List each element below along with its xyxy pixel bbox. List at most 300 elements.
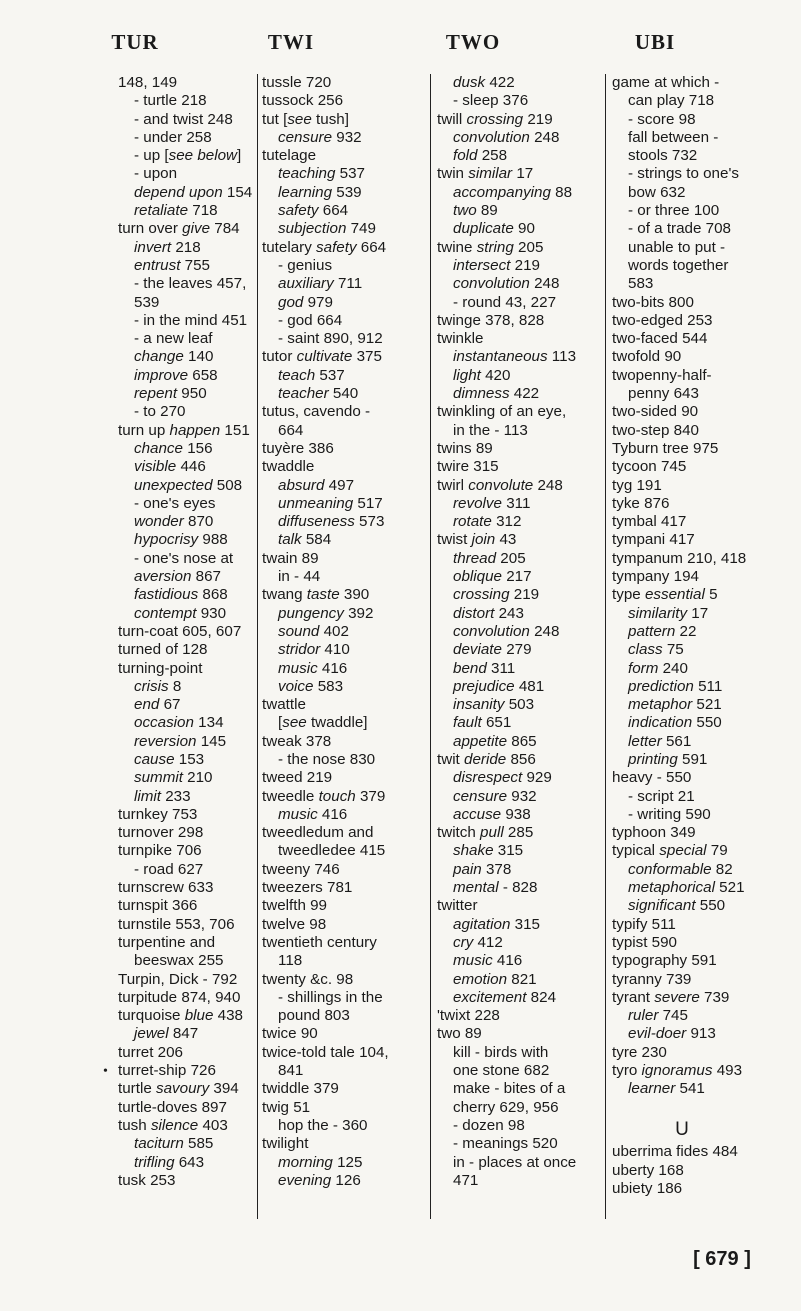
entry-term: tympanum 210, 418 [612, 549, 747, 567]
entry-term: Turpin, Dick - 792 [118, 970, 238, 988]
entry-category: censure [278, 128, 333, 146]
entry-term: tweak 378 [262, 732, 332, 750]
index-column-1 [118, 74, 283, 1190]
index-entry [612, 678, 777, 696]
entry-ref: 416 [492, 952, 523, 970]
index-entry [612, 733, 777, 751]
index-entry [118, 1154, 283, 1172]
entry-ref: 394 [209, 1080, 239, 1098]
entry-ref: 537 [315, 366, 345, 384]
entry-ref: 856 [506, 750, 536, 768]
entry-term: turnover 298 [118, 824, 204, 842]
entry-category: revolve [453, 494, 502, 512]
entry-ref: 784 [210, 220, 240, 238]
entry-category: ignoramus [641, 1062, 713, 1080]
index-entry [612, 74, 777, 92]
entry-term: twitter [437, 897, 478, 915]
entry-category: pattern [628, 622, 676, 640]
index-entry [437, 184, 602, 202]
index-entry [262, 1172, 427, 1190]
entry-term: tweedle [262, 787, 319, 805]
entry-category: metaphor [628, 696, 693, 714]
index-entry [437, 952, 602, 970]
index-entry [612, 1180, 777, 1198]
index-entry [118, 330, 283, 348]
index-entry [262, 788, 427, 806]
entry-category: fault [453, 714, 482, 732]
entry-category: convolution [453, 128, 530, 146]
entry-ref: 438 [213, 1007, 243, 1025]
index-entry [612, 806, 777, 824]
entry-ref: 422 [509, 385, 540, 403]
entry-ref: 285 [503, 824, 534, 842]
entry-term: two 89 [437, 1025, 482, 1043]
entry-category: see [282, 714, 307, 732]
index-entry [437, 934, 602, 952]
entry-term: twaddle [262, 458, 315, 476]
index-entry [262, 1025, 427, 1043]
entry-term: twit [437, 750, 465, 768]
index-entry [118, 1025, 283, 1043]
entry-ref: 378 [481, 860, 512, 878]
entry-category: retaliate [134, 202, 189, 220]
index-entry [612, 641, 777, 659]
entry-term: turpentine and [118, 933, 216, 951]
entry-category: music [278, 659, 318, 677]
index-entry [437, 842, 602, 860]
entry-term: - the nose 830 [278, 750, 376, 768]
index-entry [262, 294, 427, 312]
entry-ref: 392 [343, 604, 374, 622]
entry-category: instantaneous [453, 348, 548, 366]
entry-category: two [453, 202, 477, 220]
index-entry [262, 458, 427, 476]
entry-ref: 521 [692, 696, 722, 714]
entry-term: - or three 100 [628, 202, 720, 220]
entry-category: occasion [134, 714, 194, 732]
index-entry [118, 147, 283, 165]
index-entry [262, 1044, 427, 1062]
entry-category: form [628, 659, 659, 677]
index-entry [118, 733, 283, 751]
entry-category: special [659, 842, 707, 860]
index-entry [612, 824, 777, 842]
index-entry [437, 989, 602, 1007]
entry-ref: 315 [493, 842, 524, 860]
entry-category: string [476, 238, 514, 256]
entry-term: Tyburn tree 975 [612, 439, 719, 457]
index-entry [118, 275, 283, 293]
index-entry [118, 714, 283, 732]
entry-category: pain [453, 860, 482, 878]
column-rule-2 [430, 74, 431, 1219]
entry-term: 118 [278, 952, 303, 970]
entry-term: heavy - 550 [612, 769, 692, 787]
index-entry [262, 824, 427, 842]
index-entry [118, 184, 283, 202]
page-number: [ 679 ] [693, 1248, 751, 1270]
index-entry [612, 440, 777, 458]
index-entry [437, 1172, 602, 1190]
index-entry [437, 714, 602, 732]
index-entry [437, 202, 602, 220]
index-entry [612, 934, 777, 952]
index-entry [262, 660, 427, 678]
entry-ref: 390 [339, 586, 370, 604]
entry-ref: 248 [533, 476, 563, 494]
index-entry [612, 385, 777, 403]
entry-ref: 550 [695, 897, 726, 915]
entry-category: aversion [134, 568, 192, 586]
entry-ref: 79 [706, 842, 728, 860]
entry-ref: 279 [501, 641, 532, 659]
entry-category: emotion [453, 970, 508, 988]
entry-term: cherry 629, 956 [453, 1098, 559, 1116]
index-entry [118, 623, 283, 641]
index-column-3 [437, 74, 602, 1190]
index-entry [262, 934, 427, 952]
entry-category: join [471, 531, 496, 549]
index-entry [612, 220, 777, 238]
entry-category: evil-doer [628, 1025, 687, 1043]
entry-term: tweed 219 [262, 769, 333, 787]
entry-term: hop the - 360 [278, 1116, 368, 1134]
index-entry [612, 861, 777, 879]
entry-term: - strings to one's [628, 165, 739, 183]
entry-category: learner [628, 1080, 676, 1098]
index-entry [262, 733, 427, 751]
index-entry [612, 916, 777, 934]
entry-term: tympani 417 [612, 531, 695, 549]
entry-ref: 217 [501, 568, 532, 586]
index-entry [437, 330, 602, 348]
index-entry [262, 1062, 427, 1080]
index-entry [612, 623, 777, 641]
entry-ref: 585 [183, 1135, 214, 1153]
entry-ref: 481 [514, 677, 545, 695]
entry-term: twice-told tale 104, [262, 1043, 389, 1061]
entry-category: printing [628, 750, 678, 768]
entry-ref: 312 [491, 513, 522, 531]
index-entry [262, 916, 427, 934]
entry-category: ruler [628, 1007, 659, 1025]
index-entry [118, 312, 283, 330]
header-guide-word-2: TWI [267, 30, 315, 54]
entry-category: learning [278, 183, 333, 201]
entry-term: tutelage [262, 147, 317, 165]
entry-term: in the - 113 [453, 421, 528, 439]
entry-term: turnscrew 633 [118, 879, 214, 897]
entry-category: unexpected [134, 476, 213, 494]
entry-category: stridor [278, 641, 321, 659]
index-entry [612, 989, 777, 1007]
index-entry [437, 678, 602, 696]
entry-term: can play 718 [628, 92, 715, 110]
entry-category: crossing [466, 110, 524, 128]
entry-category: visible [134, 458, 177, 476]
index-entry [118, 165, 283, 183]
index-entry [262, 696, 427, 714]
index-entry [118, 916, 283, 934]
index-entry [612, 202, 777, 220]
entry-ref: 219 [523, 110, 553, 128]
entry-term: tutus, cavendo - [262, 403, 371, 421]
index-entry [437, 916, 602, 934]
index-entry [612, 550, 777, 568]
entry-term: penny 643 [628, 385, 699, 403]
entry-ref: 930 [196, 604, 227, 622]
entry-category: light [453, 366, 481, 384]
entry-category: sound [278, 622, 320, 640]
entry-ref: 658 [188, 366, 218, 384]
index-entry [262, 348, 427, 366]
index-entry [437, 879, 602, 897]
index-entry [612, 1162, 777, 1180]
entry-ref: 584 [301, 531, 332, 549]
entry-term: make - bites of a [453, 1080, 566, 1098]
index-entry [437, 806, 602, 824]
entry-term: 539 [134, 293, 160, 311]
entry-term: twiddle 379 [262, 1080, 339, 1098]
entry-ref: 711 [333, 275, 363, 293]
index-entry [437, 568, 602, 586]
index-entry [262, 769, 427, 787]
entry-term: - writing 590 [628, 805, 711, 823]
entry-term: 841 [278, 1062, 304, 1080]
entry-term: tyrant [612, 988, 655, 1006]
index-entry [437, 312, 602, 330]
entry-ref: 561 [661, 732, 692, 750]
entry-term: typography 591 [612, 952, 717, 970]
entry-category: repent [134, 385, 178, 403]
entry-ref: 75 [662, 641, 684, 659]
entry-term: tut [ [262, 110, 288, 128]
entry-ref: 422 [485, 74, 515, 91]
entry-ref: 865 [507, 732, 537, 750]
entry-category: similarity [628, 604, 688, 622]
index-entry [437, 294, 602, 312]
index-entry [118, 989, 283, 1007]
entry-ref: 416 [317, 659, 348, 677]
index-entry [612, 111, 777, 129]
index-entry [437, 788, 602, 806]
entry-ref: 88 [550, 183, 573, 201]
entry-term: - shillings in the [278, 988, 383, 1006]
entry-term: game at which - [612, 74, 720, 91]
entry-term: in - places at once [453, 1153, 577, 1171]
entry-term: tweedledee 415 [278, 842, 386, 860]
entry-term: tyg 191 [612, 476, 662, 494]
index-entry [262, 897, 427, 915]
entry-ref: 5 [704, 586, 718, 604]
header-guide-word-1: TUR [111, 30, 159, 54]
index-entry [437, 147, 602, 165]
index-entry [262, 312, 427, 330]
index-entry [612, 1025, 777, 1043]
index-entry [118, 788, 283, 806]
index-entry [437, 897, 602, 915]
entry-term: - under 258 [134, 128, 212, 146]
entry-ref: 511 [693, 677, 723, 695]
index-entry [437, 1117, 602, 1135]
index-entry [262, 550, 427, 568]
entry-category: limit [134, 787, 161, 805]
entry-ref: 43 [495, 531, 517, 549]
entry-term: turnstile 553, 706 [118, 915, 235, 933]
index-entry [437, 1044, 602, 1062]
index-entry [612, 477, 777, 495]
entry-term: tyre 230 [612, 1043, 667, 1061]
index-entry [118, 971, 283, 989]
index-entry [437, 92, 602, 110]
entry-category: diffuseness [278, 513, 355, 531]
entry-term: twirl [437, 476, 469, 494]
index-entry [262, 92, 427, 110]
entry-category: dimness [453, 385, 510, 403]
index-entry [612, 239, 777, 257]
entry-category: taciturn [134, 1135, 184, 1153]
entry-category: teach [278, 366, 316, 384]
index-entry [612, 147, 777, 165]
index-entry [612, 458, 777, 476]
entry-ref: 82 [711, 860, 733, 878]
index-entry [118, 1062, 283, 1080]
index-entry [612, 495, 777, 513]
entry-term: typical [612, 842, 660, 860]
index-entry [262, 513, 427, 531]
index-entry [437, 440, 602, 458]
entry-term: two-bits 800 [612, 293, 694, 311]
entry-category: essential [644, 586, 705, 604]
index-entry [612, 788, 777, 806]
index-entry [118, 367, 283, 385]
entry-term: tutor [262, 348, 297, 366]
index-entry [118, 477, 283, 495]
entry-term: tympany 194 [612, 568, 699, 586]
entry-ref: 240 [658, 659, 688, 677]
entry-term: 583 [628, 275, 654, 293]
entry-ref: 210 [182, 769, 213, 787]
entry-category: safety [278, 202, 319, 220]
index-entry [437, 385, 602, 403]
entry-category: hypocrisy [134, 531, 199, 549]
running-header [0, 30, 801, 60]
index-entry [612, 1117, 752, 1143]
index-entry [118, 952, 283, 970]
entry-term: tussle 720 [262, 74, 332, 91]
index-entry [118, 348, 283, 366]
entry-term: turret-ship 726 [118, 1062, 216, 1080]
entry-ref: 493 [712, 1062, 743, 1080]
entry-category: similar [468, 165, 513, 183]
entry-ref: 517 [353, 494, 383, 512]
entry-category: prediction [628, 677, 694, 695]
entry-category: cry [453, 933, 474, 951]
entry-category: bend [453, 659, 487, 677]
index-entry [262, 1099, 427, 1117]
entry-category: evening [278, 1171, 332, 1189]
entry-term: twentieth century [262, 933, 377, 951]
entry-ref: 410 [320, 641, 350, 659]
index-entry [612, 971, 777, 989]
index-entry [437, 403, 602, 421]
entry-ref: 125 [332, 1153, 363, 1171]
entry-category: god [278, 293, 304, 311]
entry-category: metaphorical [628, 879, 715, 897]
index-entry [262, 367, 427, 385]
index-entry [118, 678, 283, 696]
entry-term: tusk 253 [118, 1171, 176, 1189]
entry-ref: ] [237, 147, 242, 165]
index-entry [262, 1080, 427, 1098]
entry-term: twin [437, 165, 469, 183]
margin-mark: • [103, 1064, 108, 1079]
entry-category: silence [150, 1116, 199, 1134]
index-entry [437, 367, 602, 385]
entry-term: turquoise [118, 1007, 185, 1025]
index-column-4 [612, 74, 777, 1198]
entry-category: letter [628, 732, 662, 750]
index-entry [262, 1117, 427, 1135]
entry-term: two-faced 544 [612, 330, 708, 348]
index-entry [437, 861, 602, 879]
entry-category: happen [169, 421, 221, 439]
entry-ref: 311 [486, 659, 516, 677]
index-entry [437, 696, 602, 714]
entry-term: twenty &c. 98 [262, 970, 354, 988]
entry-category: excitement [453, 988, 527, 1006]
index-entry [437, 74, 602, 92]
entry-category: reversion [134, 732, 197, 750]
index-entry [437, 477, 602, 495]
entry-ref: 651 [481, 714, 512, 732]
entry-term: bow 632 [628, 183, 686, 201]
index-entry [437, 239, 602, 257]
entry-ref: 403 [198, 1116, 228, 1134]
index-entry [118, 403, 283, 421]
entry-ref: 739 [699, 988, 730, 1006]
index-entry [118, 861, 283, 879]
entry-term: tycoon 745 [612, 458, 687, 476]
entry-term: - sleep 376 [453, 92, 529, 110]
index-entry [437, 586, 602, 604]
index-entry [437, 1099, 602, 1117]
index-entry [437, 605, 602, 623]
entry-ref: 113 [547, 348, 577, 366]
index-entry [612, 1044, 777, 1062]
entry-category: invert [134, 238, 172, 256]
index-entry [262, 879, 427, 897]
index-entry [262, 1135, 427, 1153]
entry-category: trifling [134, 1153, 175, 1171]
entry-term: turnspit 366 [118, 897, 198, 915]
entry-ref: 446 [176, 458, 206, 476]
entry-term: twire 315 [437, 458, 499, 476]
entry-ref: 929 [522, 769, 552, 787]
entry-ref: 913 [686, 1025, 716, 1043]
entry-category: savoury [155, 1080, 210, 1098]
index-entry [437, 1135, 602, 1153]
entry-category: entrust [134, 256, 181, 274]
index-entry [612, 184, 777, 202]
entry-term: - one's nose at [134, 549, 234, 567]
entry-category: talk [278, 531, 302, 549]
index-column-2 [262, 74, 427, 1190]
index-entry [437, 550, 602, 568]
index-entry [437, 824, 602, 842]
entry-category: oblique [453, 568, 502, 586]
entry-term: twinkling of an eye, [437, 403, 567, 421]
